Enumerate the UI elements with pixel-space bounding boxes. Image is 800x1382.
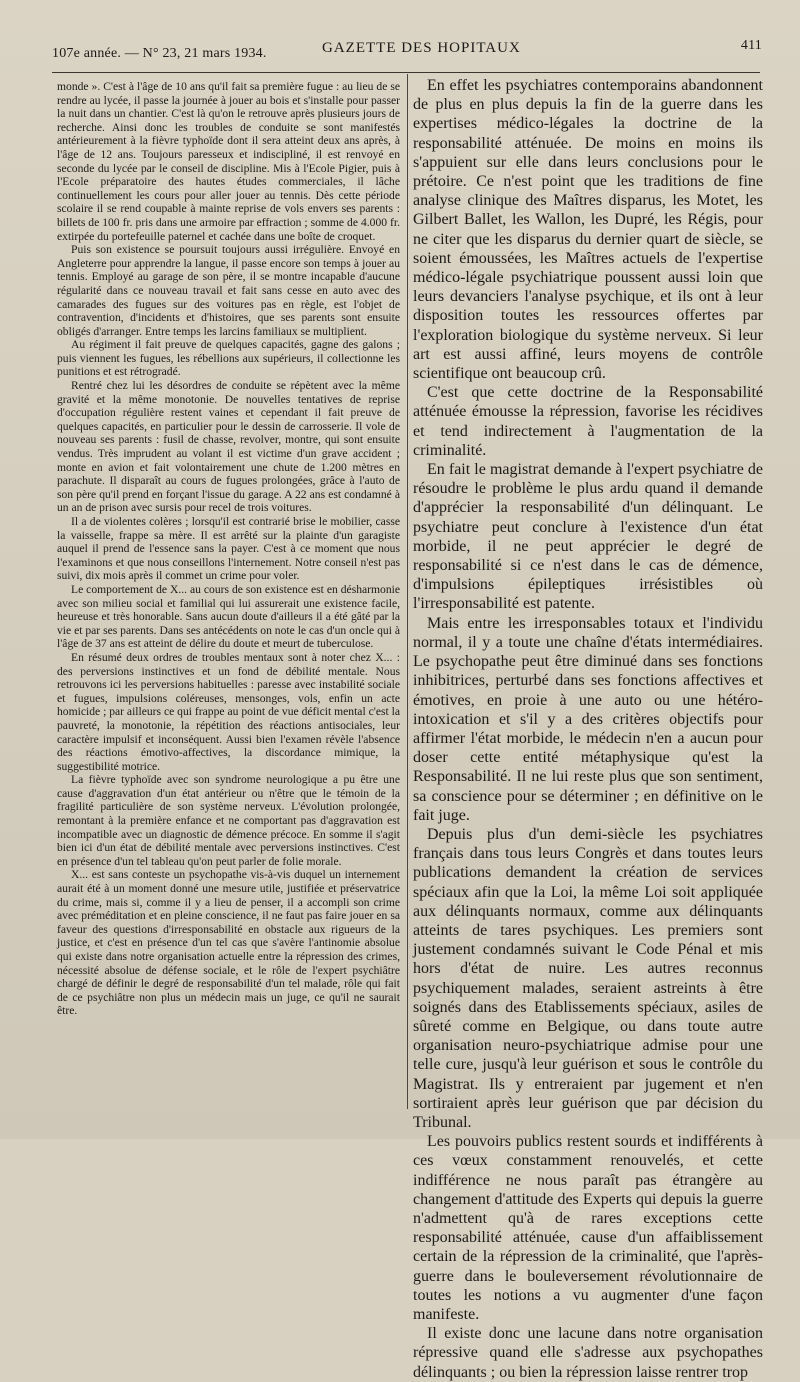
journal-title: GAZETTE DES HOPITAUX <box>322 40 521 56</box>
paragraph: C'est que cette doctrine de la Responsabilité atténuée émousse la répression, favorise les récidives et tend indirectement à l'augmentation de la criminalité. <box>413 384 763 459</box>
paragraph: En résumé deux ordres de troubles mentaux sont à noter chez X... : des perversions instinctives et un fond de débilité mentale. Nous retrouvons ici les perversions habituelles : paresse avec instabilité sociale et fugues, impulsions coléreuses, mensonges, vols, enfin un acte homicide ; par ailleurs ce qui frappe au point de vue déficit mental c'est la pauvreté, la monotonie, la répétition des réactions antisociales, leur caractère impulsif et inconséquent. Aussi bien l'examen révèle l'absence des réactions émotivo-affectives, la discordance mimique, la suggestibilité motrice. <box>57 650 400 773</box>
paragraph: Au régiment il fait preuve de quelques capacités, gagne des galons ; puis viennent les fugues, les rébellions aux supérieurs, il collectionne les punitions et est rétrogradé. <box>57 338 400 379</box>
paragraph: La fièvre typhoïde avec son syndrome neurologique a pu être une cause d'aggravation d'un état antérieur ou n'être que le témoin de la fragilité particulière de son système nerveux. L'évolution prolongée, remontant à la première enfance et ne comportant pas d'aggravation est incompatible avec un diagnostic de démence précoce. En somme il s'agit bien ici d'un état de débilité mentale avec perversions instinctives. C'est en présence d'un tel tableau qu'on peut parler de folie morale. <box>57 773 400 868</box>
issue-line: 107e année. — N° 23, 21 mars 1934. <box>52 46 267 61</box>
paragraph: Puis son existence se poursuit toujours aussi irrégulière. Envoyé en Angleterre pour apprendre la langue, il passe encore son temps à jouer au tennis. Employé au garage de son père, il se montre incapable d'aucune régularité dans ce nouveau travail et fait sans cesse en auto avec des camarades des fugues sur des voitures pas en règle, est l'objet de contravention, d'incidents et d'histoires, que ses parents sont ensuite obligés d'arranger. Entre temps les larcins familiaux se multiplient. <box>57 243 400 338</box>
page-header <box>52 38 762 68</box>
page-number: 411 <box>740 38 762 53</box>
left-column <box>57 80 400 1135</box>
paragraph: En effet les psychiatres contemporains abandonnent de plus en plus depuis la fin de la guerre dans les expertises médico-légales la doctrine de la responsabilité atténuée. De moins en moins ils s'appuient sur elle dans leurs conclusions pour le prétoire. Ce n'est point que les traditions de fine analyse clinique des Maîtres disparus, les Motet, les Gilbert Ballet, les Wallon, les Dupré, les Régis, pour ne citer que les disparus du dernier quart de siècle, se soient émoussées, les Maîtres actuels de l'expertise médico-légale psychiatrique poussent aussi loin que leurs devanciers l'analyse psychique, et ils ont à leur disposition toutes les ressources offertes par l'exploration biologique du système nerveux. Si leur art est aussi affiné, leurs moyens de contrôle scientifique ont beaucoup crû. <box>413 77 763 383</box>
paragraph: Il a de violentes colères ; lorsqu'il est contrarié brise le mobilier, casse la vaisselle, frappe sa mère. Il est arrêté sur la plainte d'un garagiste auquel il prend de l'essence sans la payer. C'est à ce moment que nous l'examinons et que nous conseillons l'internement. Notre conseil n'est pas suivi, dix mois après il commet un crime pour voler. <box>57 515 400 583</box>
paragraph: Le comportement de X... au cours de son existence est en désharmonie avec son milieu social et familial qui lui assurerait une existence facile, heureuse et très honorable. Sans aucun doute d'ailleurs il a été gâté par la vie et par ses parents. Dans ses antécédents on note le cas d'un oncle qui à l'âge de 37 ans est atteint de délire du doute et meurt de tuberculose. <box>57 582 400 651</box>
paragraph: Les pouvoirs publics restent sourds et indifférents à ces vœux constamment renouvelés, et cette indifférence ne nous paraît pas étrangère au changement d'attitude des Experts qui depuis la guerre n'admettent qu'à de rares exceptions cette responsabilité atténuée, cause d'un affaiblissement certain de la répression de la criminalité, que l'après-guerre dans le bouleversement révolutionnaire de toutes les notions a vu augmenter d'une façon manifeste. <box>413 1133 763 1323</box>
paragraph: Il existe donc une lacune dans notre organisation répressive quand elle s'adresse aux psychopathes délinquants ; ou bien la répression laisse rentrer trop <box>413 1325 763 1381</box>
column-divider <box>407 74 408 1109</box>
paragraph: Rentré chez lui les désordres de conduite se répètent avec la même gravité et la même monotonie. De nouvelles tentatives de reprise d'occupation régulière restent vaines et cependant il fait preuve de quelques capacités, en particulier pour le dessin de carrosserie. Il vole de nouveau ses parents : fusil de chasse, revolver, montre, qui sont ensuite vendus. Très imprudent au volant il est victime d'un grave accident ; monte en avion et fait volontairement une chute de 1.200 mètres en parachute. Il disparaît au cours de fugues prolongées, grâce à l'auto de son père qu'il prend en forçant l'issue du garage. A 22 ans est condamné à un an de prison avec sursis pour recel de trois voitures. <box>57 379 400 515</box>
paragraph: X... est sans conteste un psychopathe vis-à-vis duquel un internement aurait été à un moment donné une mesure utile, justifiée et préservatrice du crime, mais si, comme il y a lieu de penser, il a accompli son crime avec préméditation et en pleine conscience, il ne faut pas faire jouer en sa faveur des questions d'irresponsabilité en obstacle aux rigueurs de la justice, et c'est en présence d'un tel cas que s'avère l'antinomie absolue qui existe dans notre organisation actuelle entre la répression des crimes, nécessité absolue de défense sociale, et le rôle de l'expert psychiâtre chargé de définir le degré de responsabilité d'un tel malade, rôle qui fait de ce psychiâtre non plus un médecin mais un juge, ce qu'il ne saurait être. <box>57 868 400 1018</box>
right-column <box>413 76 763 1381</box>
paragraph: En fait le magistrat demande à l'expert psychiatre de résoudre le problème le plus ardu quand il demande d'apprécier la responsabilité d'un délinquant. Le psychiatre peut conclure à l'existence d'un état morbide, il ne peut apprécier le degré de responsabilité si ce n'est dans le cas de démence, d'impulsions épileptiques irrésistibles où l'irresponsabilité est patente. <box>413 461 763 613</box>
paragraph: Mais entre les irresponsables totaux et l'individu normal, il y a toute une chaîne d'états intermédiaires. Le psychopathe peut être diminué dans ses fonctions inhibitrices, perturbé dans ses fonctions affectives et émotives, en proie à une auto ou une hétéro-intoxication et s'il y a des critères objectifs pour affirmer l'état morbide, le médecin n'en a aucun pour doser cette entité métaphysique qu'est la Responsabilité. Il ne lui reste plus que son sentiment, sa conscience pour se déterminer ; en définitive on le fait juge. <box>413 614 763 824</box>
paragraph: Depuis plus d'un demi-siècle les psychiatres français dans tous leurs Congrès et dans toutes leurs publications demandent la création de services spéciaux afin que la Loi, la même Loi soit appliquée aux délinquants normaux, comme aux délinquants atteints de tares psychiques. Les premiers sont justement condamnés suivant le Code Pénal et mis hors d'état de nuire. Les autres reconnus psychiquement malades, seraient astreints à être soignés dans des Etablissements spéciaux, asiles de sûreté comme en Belgique, ou dans toute autre organisation neuro-psychiatrique admise pour une telle cure, jusqu'à leur guérison et sous le contrôle du Magistrat. Ils y entreraient par jugement et n'en sortiraient après leur guérison que par décision du Tribunal. <box>413 825 763 1131</box>
paragraph: monde ». C'est à l'âge de 10 ans qu'il fait sa première fugue : au lieu de se rendre au lycée, il passe la journée à jouer au bois et s'installe pour passer la nuit dans un chantier. C'est là qu'on le retrouve après plusieurs jours de recherche. Ainsi donc les troubles de conduite se sont manifestés antérieurement à la fièvre typhoïde dont il sera atteint deux ans après, à l'âge de 12 ans. Toujours paresseux et indiscipliné, il est renvoyé en seconde du lycée par le conseil de discipline. Mis à l'Ecole Pigier, puis à l'Ecole préparatoire des hautes études commerciales, il lâche continuellement les cours pour aller jouer au tennis. Dès cette période scolaire il se rend coupable à mainte reprise de vols envers ses parents : billets de 100 fr. pris dans une armoire par effraction ; somme de 4.000 fr. extirpée du portefeuille paternel et cachée dans une boîte de croquet. <box>57 80 400 243</box>
header-rule <box>52 72 760 73</box>
